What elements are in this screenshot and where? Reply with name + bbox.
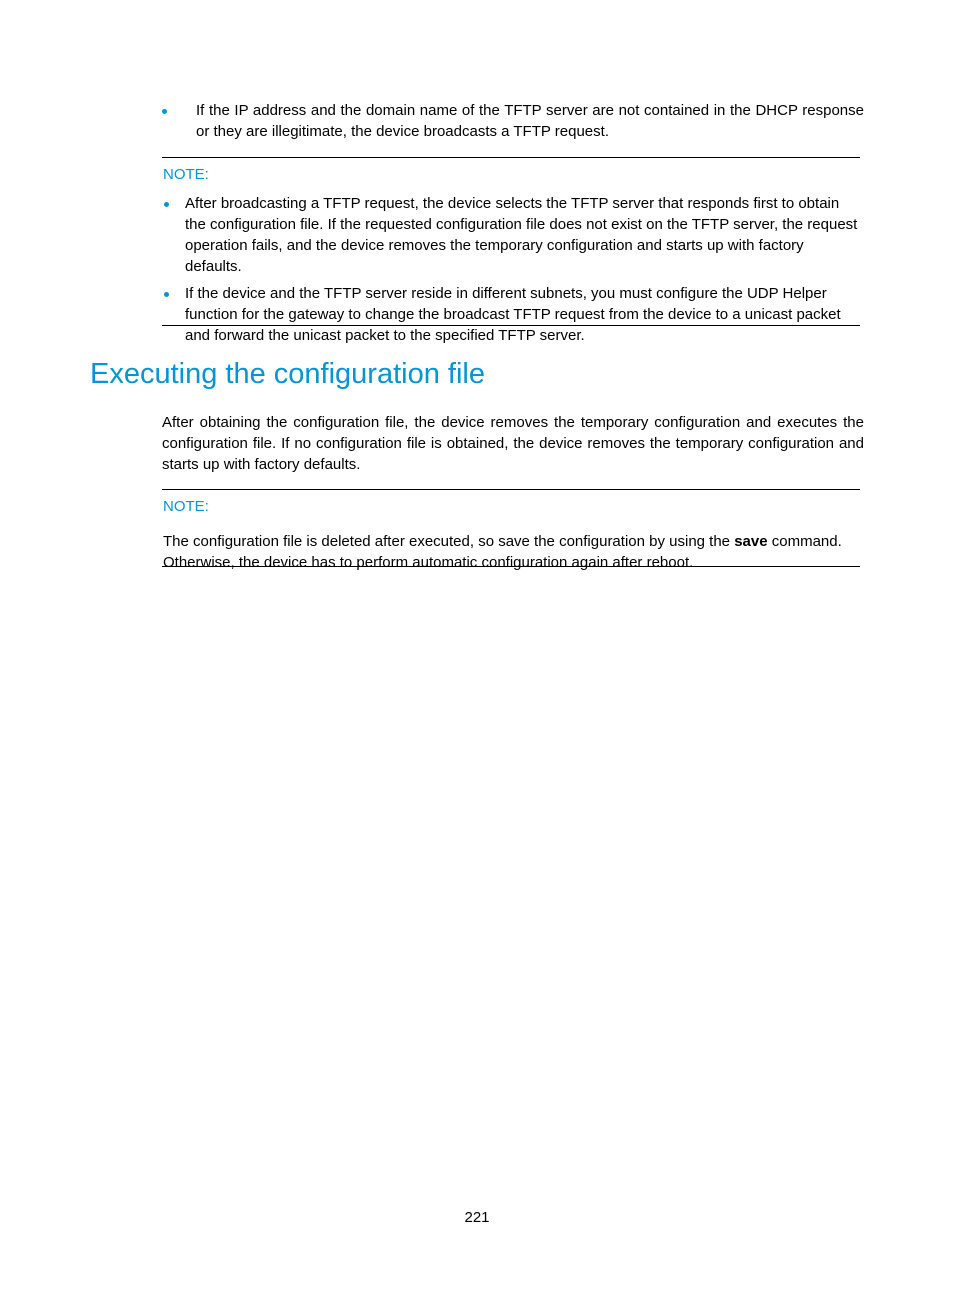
list-item — [162, 283, 860, 346]
note-text-after: command. Otherwise, the device has to perform automatic configuration again after reboot. — [163, 533, 842, 571]
bullet-icon — [162, 109, 167, 114]
section-paragraph: After obtaining the configuration file, the device removes the temporary configuration and executes the configuration file. If no configuration file is obtained, the device removes the temporary configuration and starts up with factory defaults. — [162, 414, 864, 473]
top-bullet-list — [162, 100, 864, 142]
note-text-before: The configuration file is deleted after executed, so save the configuration by using the — [163, 533, 735, 550]
section-heading: Executing the configuration file — [90, 358, 485, 390]
bullet-icon — [164, 292, 169, 297]
list-item — [162, 193, 860, 277]
note-box — [162, 157, 860, 344]
command-keyword: save — [734, 533, 768, 550]
note-text — [163, 531, 860, 573]
page-number: 221 — [464, 1209, 490, 1226]
note-label: NOTE: — [163, 166, 209, 183]
list-item — [162, 100, 864, 142]
bullet-icon — [164, 202, 169, 207]
note-bullet-list — [162, 193, 860, 346]
note-item-text: If the device and the TFTP server reside in different subnets, you must configure the UDP Helper function for the gateway to change the broadcast TFTP request from the device to a unicast packet and forward the unicast packet to the specified TFTP server. — [185, 285, 841, 344]
note-label: NOTE: — [163, 498, 209, 515]
note-box — [162, 489, 860, 571]
note-item-text: After broadcasting a TFTP request, the device selects the TFTP server that responds first to obtain the configuration file. If the requested configuration file does not exist on the TFTP server, the request operation fails, and the device removes the temporary configuration and starts up with factory defaults. — [185, 195, 858, 275]
bullet-text: If the IP address and the domain name of the TFTP server are not contained in the DHCP response or they are illegitimate, the device broadcasts a TFTP request. — [196, 102, 864, 140]
